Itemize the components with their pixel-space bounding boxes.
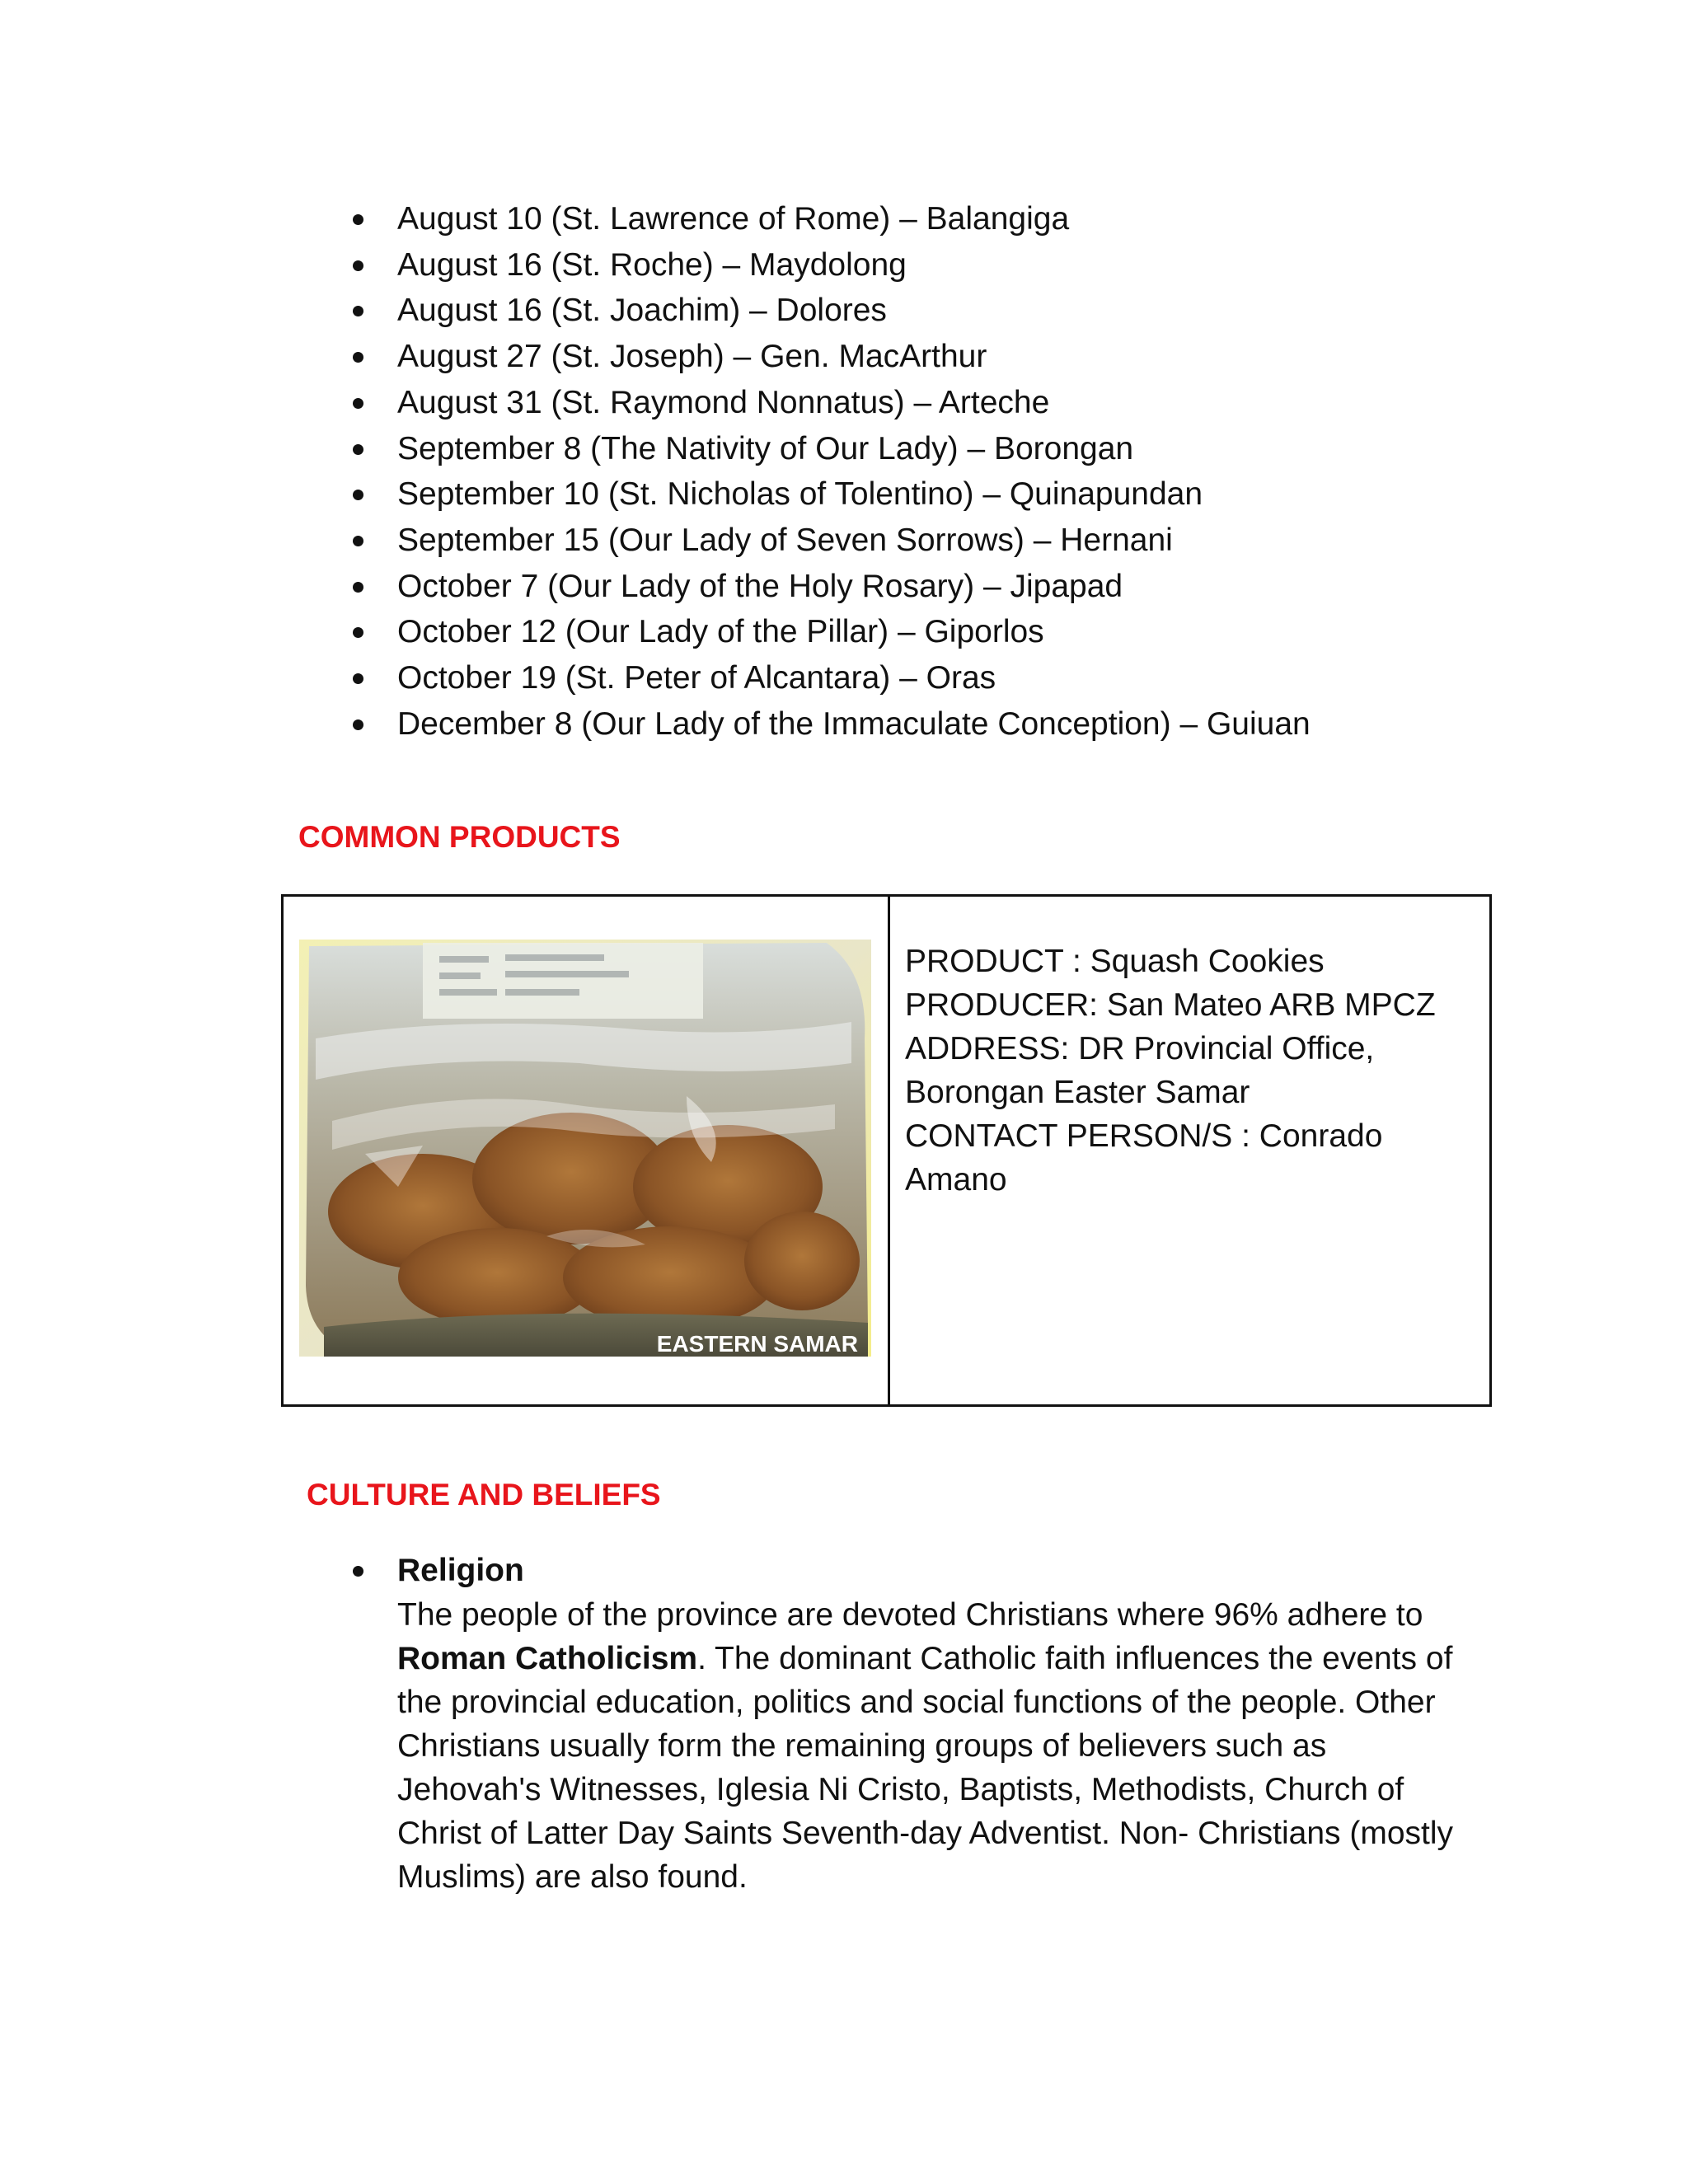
paragraph-line: Muslims) are also found. [397,1859,748,1895]
table-divider [888,897,890,1404]
photo-caption: EASTERN SAMAR [656,1331,858,1357]
bullet-icon [353,719,363,730]
list-item [346,518,1311,564]
feast-text: October 7 (Our Lady of the Holy Rosary) – Jipapad [397,568,1123,604]
bullet-icon [353,260,363,271]
common-products-heading: COMMON PRODUCTS [298,820,621,854]
paragraph-line: the provincial education, politics and social functions of the people. Other [397,1685,1436,1720]
roman-catholicism-term: Roman Catholicism [397,1641,698,1676]
feast-text: October 19 (St. Peter of Alcantara) – Oras [397,660,996,696]
culture-beliefs-heading: CULTURE AND BELIEFS [307,1478,661,1511]
feast-text: August 27 (St. Joseph) – Gen. MacArthur [397,339,987,375]
feast-text: August 16 (St. Joachim) – Dolores [397,293,887,329]
paragraph-line: Christ of Latter Day Saints Seventh-day Adventist. Non- Christians (mostly [397,1816,1454,1851]
list-item [346,196,1311,242]
feast-text: October 12 (Our Lady of the Pillar) – Giporlos [397,614,1044,650]
feast-text: September 15 (Our Lady of Seven Sorrows) – Hernani [397,522,1173,558]
bullet-icon [353,398,363,409]
bullet-icon [353,627,363,638]
religion-paragraph [397,1593,1518,1899]
bullet-icon [353,490,363,500]
feast-text: August 16 (St. Roche) – Maydolong [397,246,907,283]
list-item [346,564,1311,610]
address-line: ADDRESS: DR Provincial Office, [905,1031,1375,1066]
bullet-icon [353,352,363,363]
feast-list [346,196,1311,747]
feast-text: September 10 (St. Nicholas of Tolentino) – Quinapundan [397,476,1203,513]
paragraph-line-rest: . The dominant Catholic faith influences the events of [697,1641,1453,1676]
address-line-continued: Borongan Easter Samar [905,1075,1250,1110]
bullet-icon [353,444,363,455]
paragraph-line: Christians usually form the remaining groups of believers such as [397,1728,1327,1764]
product-name-line: PRODUCT : Squash Cookies [905,944,1325,979]
paragraph-line: The people of the province are devoted Christians where 96% adhere to [397,1597,1423,1633]
contact-person-line: CONTACT PERSON/S : Conrado [905,1118,1383,1154]
product-table [281,894,1492,1407]
list-item [346,334,1311,380]
paragraph-line [397,1637,1518,1680]
bullet-icon [353,673,363,684]
producer-line: PRODUCER: San Mateo ARB MPCZ [905,987,1436,1023]
list-item [346,471,1311,518]
bullet-icon [353,1566,363,1577]
list-item [346,242,1311,288]
list-item [346,655,1311,701]
contact-person-line-continued: Amano [905,1162,1007,1197]
list-item [346,701,1311,748]
feast-text: September 8 (The Nativity of Our Lady) – Borongan [397,430,1134,466]
feast-text: December 8 (Our Lady of the Immaculate Conception) – Guiuan [397,705,1311,742]
bullet-icon [353,214,363,225]
feast-text: August 31 (St. Raymond Nonnatus) – Arteche [397,384,1050,420]
list-item [346,426,1311,472]
bullet-icon [353,582,363,593]
list-item [346,288,1311,334]
list-item [346,609,1311,655]
product-photo [299,940,871,1357]
paragraph-line: Jehovah's Witnesses, Iglesia Ni Cristo, Baptists, Methodists, Church of [397,1772,1404,1807]
bullet-icon [353,306,363,316]
product-info [905,940,1482,1202]
bullet-icon [353,536,363,546]
list-item [346,380,1311,426]
religion-title: Religion [397,1553,524,1588]
feast-text: August 10 (St. Lawrence of Rome) – Balangiga [397,201,1070,237]
